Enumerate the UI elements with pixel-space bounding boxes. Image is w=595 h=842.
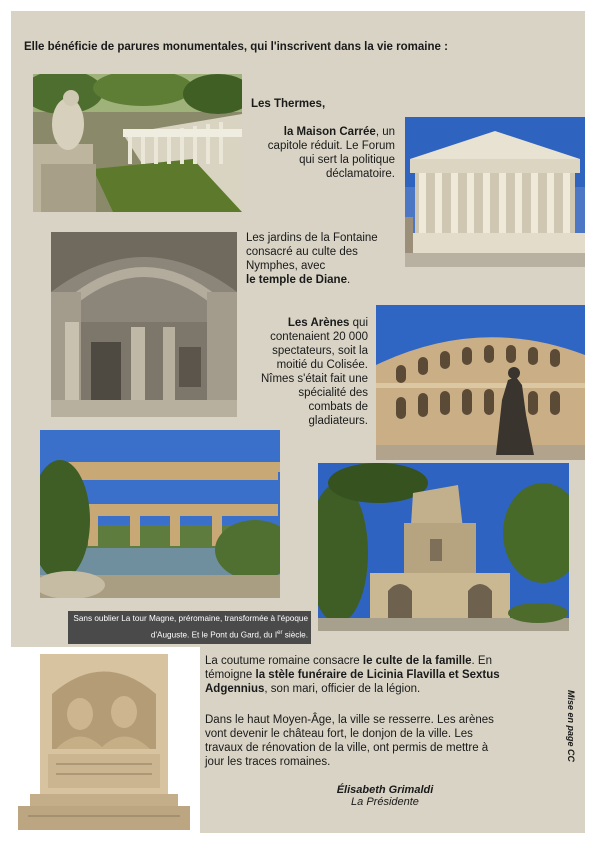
culte-text-2: . En [471, 655, 493, 667]
maison-text-2: capitole réduit. Le Forum [267, 140, 395, 152]
maison-caree-name: la Maison Carrée [283, 126, 376, 138]
photo-tour-magne [318, 463, 569, 631]
caption-line-2: d'Auguste. Et le Pont du Gard, du I [150, 630, 278, 640]
photo-stele [18, 654, 190, 830]
caption-line-2-end: siècle. [282, 630, 308, 640]
caption-sup: er [277, 630, 283, 636]
photo-thermes [33, 74, 242, 212]
moyen-age-text-1: Dans le haut Moyen-Âge, la ville se resserre. Les arènes [205, 714, 494, 726]
maison-caree-text [248, 125, 395, 181]
signature-name: Élisabeth Grimaldi [336, 784, 434, 796]
maison-text-1: , un [375, 126, 395, 138]
stele-name: la stèle funéraire de Licinia Flavilla et Sextus [255, 669, 500, 681]
arenes-name: Les Arènes [287, 317, 350, 329]
jardins-text-3: Nymphes, avec [246, 260, 326, 272]
moyen-age-text-4: jour les traces romaines. [205, 756, 331, 768]
layout-credit [562, 676, 580, 776]
photo-maison-carree [405, 117, 585, 267]
jardins-text [246, 231, 406, 287]
culte-text-1: La coutume romaine consacre [205, 655, 363, 667]
photo-arenes [376, 305, 585, 460]
caption-line-1: Sans oublier La tour Magne, préromaine, transformée à l'époque [73, 614, 308, 623]
maison-text-3: qui sert la politique [299, 154, 395, 166]
arenes-text-1: qui [349, 317, 368, 329]
jardins-text-1: Les jardins de la Fontaine [246, 232, 378, 244]
arenes-text-3: spectateurs, soit la [272, 345, 368, 357]
culte-text-4: , son mari, officier de la légion. [264, 683, 421, 695]
signature-role: La Présidente [351, 796, 419, 808]
maison-text-4: déclamatoire. [325, 168, 395, 180]
jardins-text-end: . [346, 274, 351, 286]
arenes-text-2: contenaient 20 000 [270, 331, 368, 343]
culte-famille-name: le culte de la famille [362, 655, 472, 667]
arenes-text-7: combats de [308, 401, 368, 413]
signature [320, 784, 450, 808]
culte-text-3: témoigne [205, 669, 256, 681]
moyen-age-text-3: travaux de rénovation de la ville, ont permis de mettre à [205, 742, 489, 754]
caption-box [68, 611, 311, 644]
arenes-text-4: moitié du Colisée. [276, 359, 368, 371]
temple-diane-name: le temple de Diane [246, 274, 347, 286]
photo-pont-du-gard [40, 430, 280, 598]
arenes-text-8: gladiateurs. [308, 415, 368, 427]
intro-text: Elle bénéficie de parures monumentales, qui l'inscrivent dans la vie romaine : [24, 41, 448, 53]
adgennius-name: Adgennius [205, 683, 265, 695]
thermes-label: Les Thermes, [251, 98, 326, 110]
arenes-text-6: spécialité des [298, 387, 368, 399]
arenes-text [246, 316, 368, 428]
culte-famille-text [205, 654, 565, 696]
jardins-text-2: consacré au culte des [246, 246, 358, 258]
moyen-age-text-2: vont devenir le château fort, le donjon de la ville. Les [205, 728, 473, 740]
arenes-text-5: Nîmes s'était fait une [260, 373, 368, 385]
layout-credit-text: Mise en page CC [566, 689, 576, 763]
moyen-age-text [205, 713, 565, 769]
photo-temple-diane [51, 232, 237, 417]
